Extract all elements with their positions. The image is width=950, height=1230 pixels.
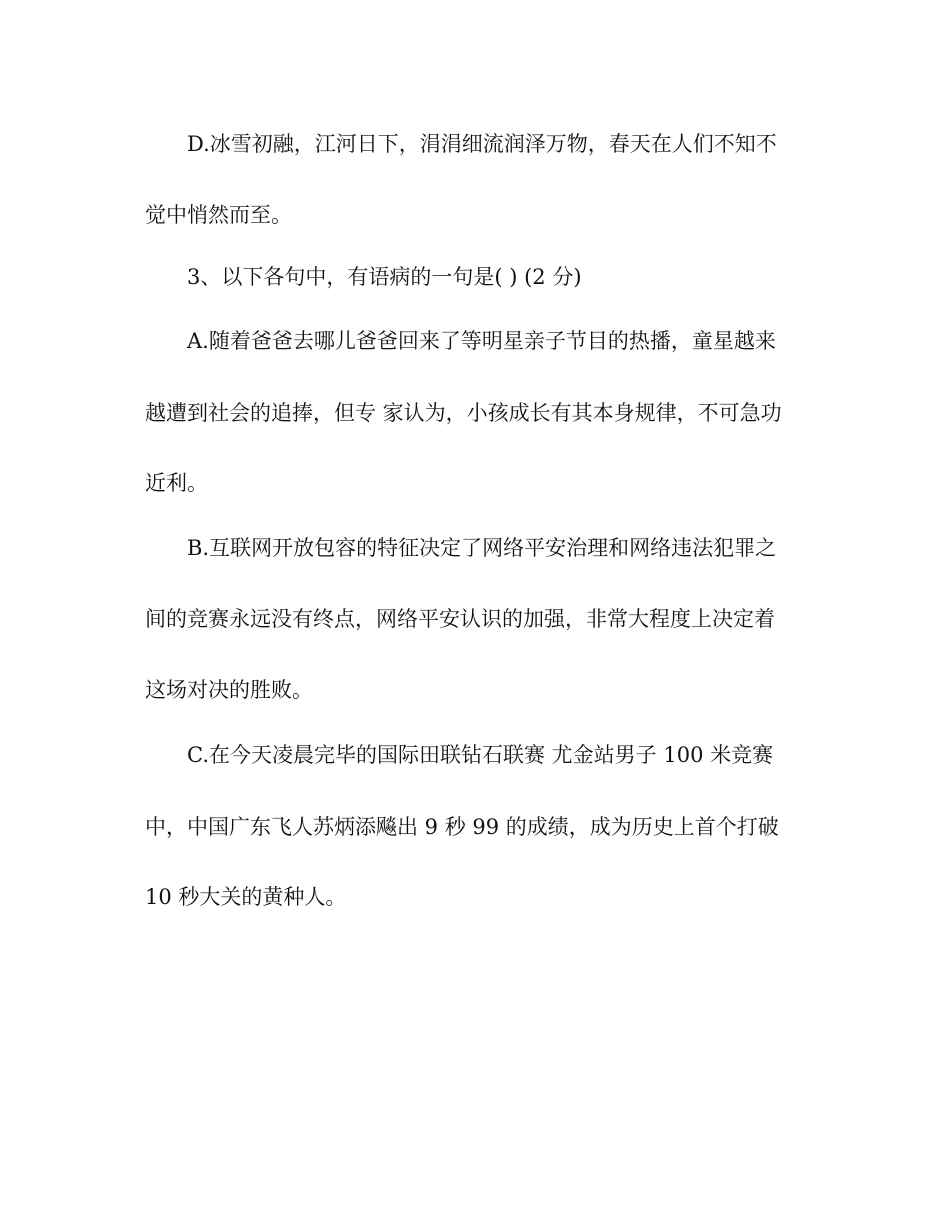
option-d-line-1: D.冰雪初融，江河日下，涓涓细流润泽万物，春天在人们不知不 [187, 132, 777, 156]
option-c-line-1: C.在今天凌晨完毕的国际田联钻石联赛 尤金站男子 100 米竞赛 [187, 743, 774, 767]
option-c-line-2: 中，中国广东飞人苏炳添飚出 9 秒 99 的成绩，成为历史上首个打破 [145, 815, 779, 839]
option-a-line-1: A.随着爸爸去哪儿爸爸回来了等明星亲子节目的热播，童星越来 [187, 329, 776, 353]
question-3-stem: 3、以下各句中，有语病的一句是( ) (2 分) [187, 265, 582, 289]
option-a-line-2: 越遭到社会的追捧，但专 家认为，小孩成长有其本身规律，不可急功 [145, 401, 782, 425]
option-b-line-1: B.互联网开放包容的特征决定了网络平安治理和网络违法犯罪之 [187, 536, 777, 560]
option-b-line-2: 间的竞赛永远没有终点，网络平安认识的加强，非常大程度上决定着 [145, 607, 775, 631]
option-d-line-2: 觉中悄然而至。 [145, 203, 292, 227]
option-a-line-3: 近利。 [145, 471, 208, 495]
option-c-line-3: 10 秒大关的黄种人。 [145, 885, 347, 909]
option-b-line-3: 这场对决的胜败。 [145, 678, 313, 702]
